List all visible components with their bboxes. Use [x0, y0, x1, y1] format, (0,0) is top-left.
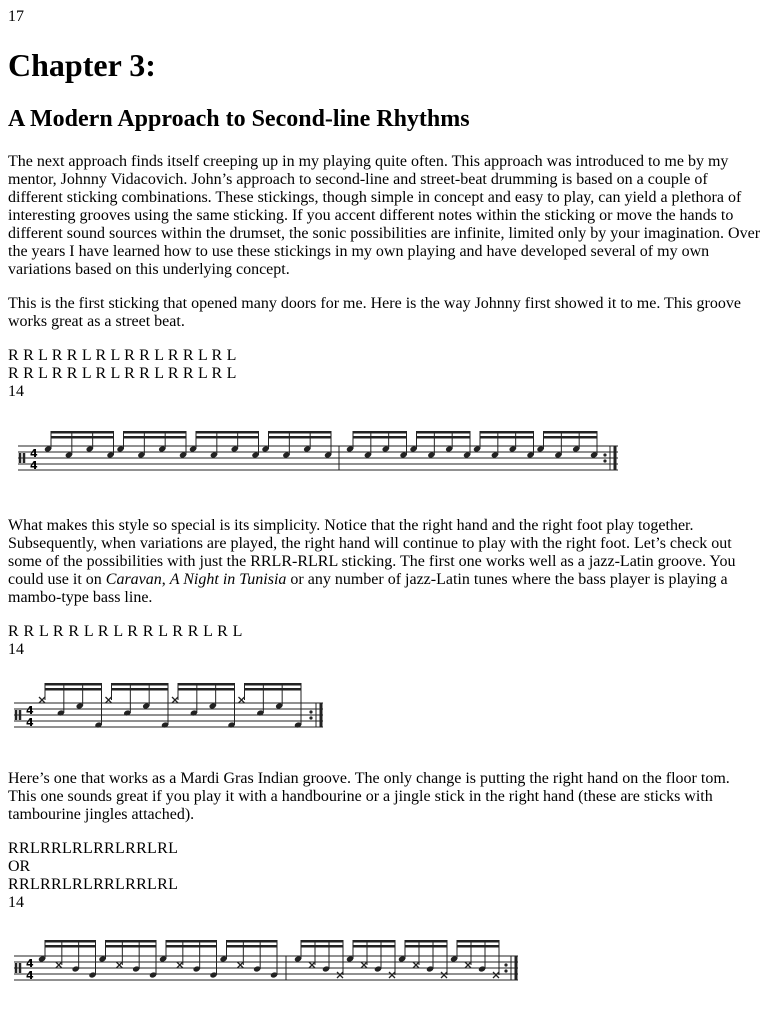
example-3-or-label: OR	[8, 857, 31, 875]
note-beam	[45, 683, 102, 686]
example-3-sticking-a: RRLRRLRLRRLRRLRL	[8, 839, 179, 857]
note-head-x	[177, 962, 183, 968]
note-beam	[112, 683, 169, 686]
note-beam	[417, 431, 471, 434]
note-beam	[544, 436, 598, 439]
note-beam	[51, 431, 114, 434]
note-beam	[457, 945, 499, 948]
page-number: 17	[8, 8, 24, 25]
example-1-sticking-measure-2: R R L R R L R L R R L R R L R L	[8, 364, 237, 382]
note-beam	[245, 683, 302, 686]
note-beam	[178, 683, 235, 686]
example-2-sticking: R R L R R L R L R R L R R L R L	[8, 622, 243, 640]
note-beam	[353, 431, 407, 434]
time-signature-bottom: 4	[26, 968, 34, 982]
note-head-x	[56, 962, 62, 968]
note-beam	[269, 436, 332, 439]
note-beam	[196, 436, 259, 439]
note-beam	[196, 431, 259, 434]
note-beam	[45, 940, 96, 943]
note-head-x	[413, 962, 419, 968]
note-beam	[45, 688, 102, 691]
time-signature-top: 4	[30, 446, 38, 460]
note-beam	[457, 940, 499, 943]
note-head-x	[237, 962, 243, 968]
note-head-x	[309, 962, 315, 968]
note-beam	[166, 945, 217, 948]
note-beam	[124, 431, 187, 434]
note-beam	[106, 940, 157, 943]
note-head-x	[116, 962, 122, 968]
note-beam	[51, 436, 114, 439]
note-beam	[544, 431, 598, 434]
note-beam	[112, 688, 169, 691]
note-beam	[124, 436, 187, 439]
note-head-x	[39, 697, 45, 703]
note-beam	[480, 431, 534, 434]
note-beam	[405, 945, 447, 948]
note-beam	[353, 945, 395, 948]
chapter-subtitle: A Modern Approach to Second-line Rhythms	[8, 105, 470, 132]
example-2-staff	[8, 659, 338, 749]
example-1-number: 14	[8, 382, 24, 400]
note-beam	[245, 688, 302, 691]
note-beam	[353, 436, 407, 439]
note-beam	[227, 945, 278, 948]
note-head-x	[493, 972, 499, 978]
time-signature-bottom: 4	[30, 458, 38, 472]
example-3-staff	[8, 912, 528, 1002]
note-beam	[301, 945, 343, 948]
note-beam	[405, 940, 447, 943]
note-head-x	[106, 697, 112, 703]
note-beam	[353, 940, 395, 943]
chapter-title: Chapter 3:	[8, 47, 156, 84]
note-beam	[166, 940, 217, 943]
note-beam	[178, 688, 235, 691]
intro-paragraph: The next approach finds itself creeping up in my playing quite often. This approach was introduced to me by my mentor, Johnny Vidacovich. John’s approach to second-line and street-beat drumming is based on a couple of different sticking combinations. These stickings, though simple in concept and easy to play, can yield a plethora of interesting grooves using the same sticking. If you accent different notes within the sticking or move the hands to different sound sources within the drumset, the sonic possibilities are infinite, limited only by your imagination. Over the years I have learned how to use these stickings in my own playing and have developed several of my own variations based on this underlying concept.	[8, 152, 761, 278]
time-signature-bottom: 4	[26, 715, 34, 729]
simplicity-paragraph: What makes this style so special is its simplicity. Notice that the right hand and the right foot play together. Subsequently, when variations are played, the right hand will continue to play with the right foot. Let’s check out some of the possibilities with just the RRLR-RLRL sticking. The first one works well as a jazz-Latin groove. You could use it on Caravan, A Night in Tunisia or any number of jazz-Latin tunes where the bass player is playing a mambo-type bass line.	[8, 516, 736, 606]
note-head-x	[337, 972, 343, 978]
example-3-sticking-b: RRLRRLRLRRLRRLRL	[8, 875, 179, 893]
note-beam	[417, 436, 471, 439]
note-beam	[269, 431, 332, 434]
note-beam	[227, 940, 278, 943]
time-signature-top: 4	[26, 703, 34, 717]
first-sticking-paragraph: This is the first sticking that opened many doors for me. Here is the way Johnny first showed it to me. This groove works great as a street beat.	[8, 294, 741, 330]
note-head-x	[239, 697, 245, 703]
example-1-sticking-measure-1: R R L R R L R L R R L R R L R L	[8, 346, 237, 364]
note-beam	[106, 945, 157, 948]
mardi-gras-paragraph: Here’s one that works as a Mardi Gras Indian groove. The only change is putting the right hand on the floor tom. This one sounds great if you play it with a handbourine or a jingle stick in the right hand (these are sticks with tambourine jingles attached).	[8, 769, 730, 823]
note-beam	[480, 436, 534, 439]
note-head-x	[465, 962, 471, 968]
time-signature-top: 4	[26, 956, 34, 970]
note-beam	[45, 945, 96, 948]
note-head-x	[441, 972, 447, 978]
example-3-number: 14	[8, 893, 24, 911]
example-1-staff	[8, 401, 628, 496]
example-2-number: 14	[8, 640, 24, 658]
note-head-x	[389, 972, 395, 978]
note-beam	[301, 940, 343, 943]
note-head-x	[172, 697, 178, 703]
note-head-x	[361, 962, 367, 968]
